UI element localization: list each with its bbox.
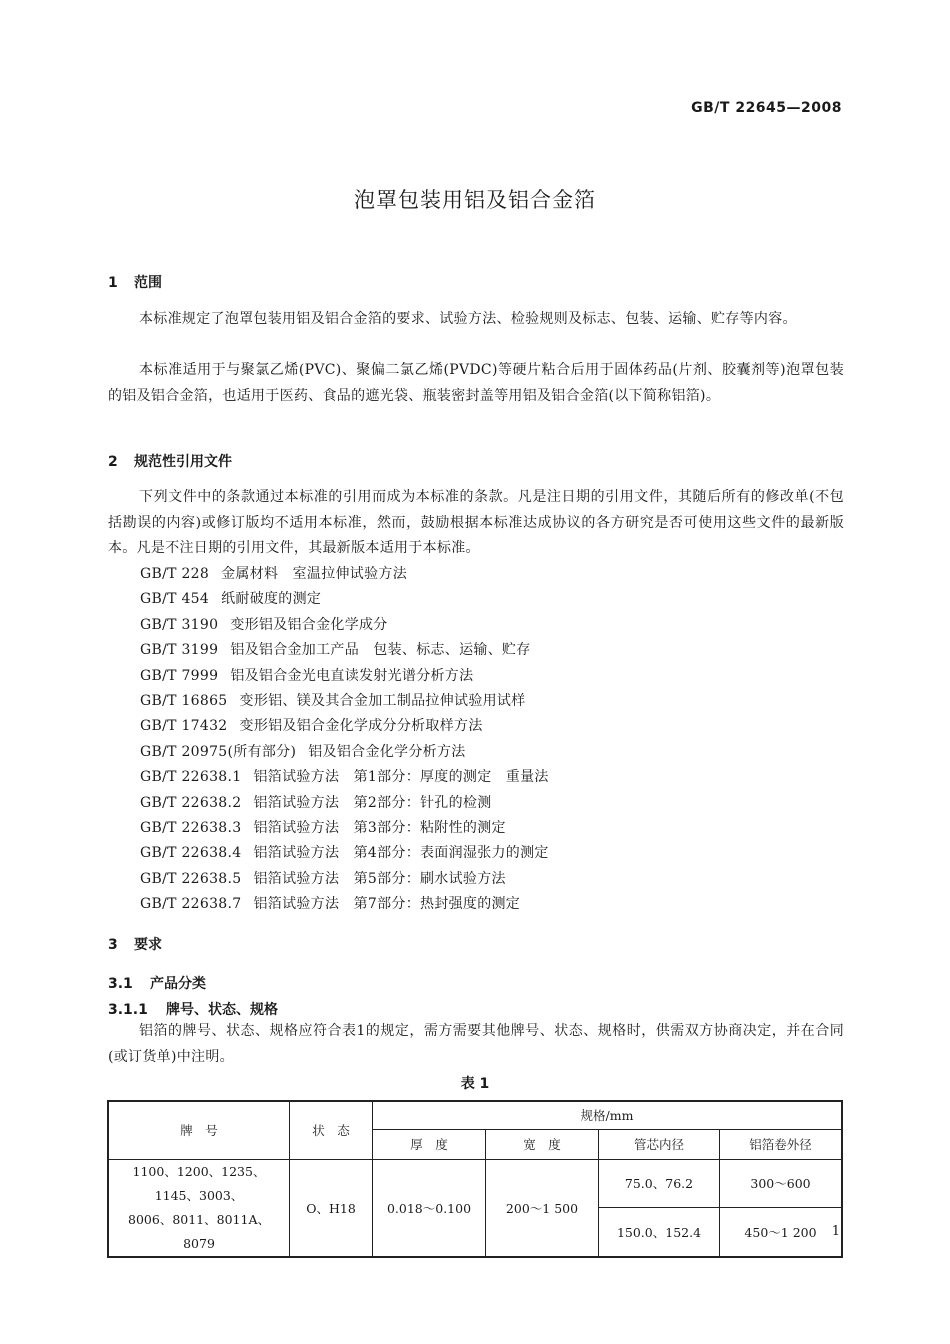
reference-code: GB/T 20975(所有部分) bbox=[140, 743, 297, 760]
header-thickness: 厚 度 bbox=[373, 1129, 486, 1159]
reference-item bbox=[140, 562, 549, 587]
section-3-1-1-heading bbox=[108, 999, 278, 1019]
table-1-caption: 表 1 bbox=[460, 1076, 490, 1092]
header-temper: 状 态 bbox=[290, 1101, 373, 1159]
reference-code: GB/T 17432 bbox=[140, 718, 228, 735]
reference-item bbox=[140, 765, 549, 790]
reference-item bbox=[140, 714, 549, 739]
section-3-1-heading bbox=[108, 973, 206, 993]
header-width: 宽 度 bbox=[486, 1129, 599, 1159]
reference-item bbox=[140, 841, 549, 866]
reference-title: 铝箔试验方法 第5部分：刷水试验方法 bbox=[253, 870, 506, 887]
cell-width: 200～1 500 bbox=[486, 1159, 599, 1257]
reference-item bbox=[140, 740, 549, 765]
section-3-1-1-paragraph: 铝箔的牌号、状态、规格应符合表1的规定，需方需要其他牌号、状态、规格时，供需双方协商决定，并在合同(或订货单)中注明。 bbox=[108, 1023, 844, 1065]
reference-item bbox=[140, 689, 549, 714]
reference-title: 铝箔试验方法 第1部分：厚度的测定 重量法 bbox=[253, 769, 549, 786]
reference-code: GB/T 22638.3 bbox=[140, 819, 242, 836]
cell-core-id-1: 75.0、76.2 bbox=[599, 1159, 720, 1208]
reference-code: GB/T 3199 bbox=[140, 642, 219, 659]
section-2-number: 2 bbox=[108, 454, 118, 470]
reference-title: 铝及铝合金加工产品 包装、标志、运输、贮存 bbox=[230, 642, 531, 659]
reference-title: 金属材料 室温拉伸试验方法 bbox=[221, 566, 408, 582]
cell-grade-line-1: 1100、1200、1235、1145、3003、 bbox=[132, 1163, 266, 1203]
table-1 bbox=[107, 1100, 843, 1258]
reference-code: GB/T 7999 bbox=[140, 667, 219, 684]
section-1-number: 1 bbox=[108, 275, 118, 291]
section-3-number: 3 bbox=[108, 937, 118, 953]
reference-title: 变形铝及铝合金化学成分分析取样方法 bbox=[239, 718, 483, 735]
header-grade: 牌 号 bbox=[108, 1101, 290, 1159]
section-3-1-title: 产品分类 bbox=[150, 976, 206, 992]
reference-title: 铝及铝合金光电直读发射光谱分析方法 bbox=[230, 667, 474, 684]
section-2-paragraph: 下列文件中的条款通过本标准的引用而成为本标准的条款。凡是注日期的引用文件，其随后所有的修改单(不包括勘误的内容)或修订版均不适用本标准，然而，鼓励根据本标准达成协议的各方研究是否可使用这些文件的最新版本。凡是不注日期的引用文件，其最新版本适用于本标准。 bbox=[108, 489, 844, 556]
document-title: 泡罩包装用铝及铝合金箔 bbox=[354, 188, 596, 212]
section-2-title: 规范性引用文件 bbox=[134, 454, 232, 470]
cell-coil-od-2: 450～1 200 bbox=[720, 1208, 843, 1257]
reference-item bbox=[140, 892, 549, 917]
cell-thickness: 0.018～0.100 bbox=[373, 1159, 486, 1257]
section-2-heading bbox=[108, 451, 232, 471]
section-1-paragraph-1: 本标准规定了泡罩包装用铝及铝合金箔的要求、试验方法、检验规则及标志、包装、运输、贮存等内容。 bbox=[139, 311, 797, 327]
header-spec-group: 规格/mm bbox=[373, 1101, 843, 1129]
reference-item bbox=[140, 587, 549, 612]
section-3-1-1-title: 牌号、状态、规格 bbox=[166, 1002, 278, 1018]
reference-code: GB/T 3190 bbox=[140, 616, 219, 633]
reference-code: GB/T 228 bbox=[140, 566, 210, 582]
section-3-1-number: 3.1 bbox=[108, 976, 133, 992]
page-number: 1 bbox=[831, 1224, 840, 1239]
reference-code: GB/T 22638.1 bbox=[140, 769, 242, 786]
reference-item bbox=[140, 613, 549, 638]
reference-item bbox=[140, 638, 549, 663]
reference-code: GB/T 22638.2 bbox=[140, 794, 242, 811]
reference-title: 变形铝、镁及其合金加工制品拉伸试验用试样 bbox=[239, 692, 526, 709]
reference-title: 铝箔试验方法 第7部分：热封强度的测定 bbox=[253, 896, 521, 913]
reference-item bbox=[140, 791, 549, 816]
reference-code: GB/T 454 bbox=[140, 591, 210, 608]
header-core-id: 管芯内径 bbox=[599, 1129, 720, 1159]
section-1-heading bbox=[108, 272, 162, 292]
reference-title: 变形铝及铝合金化学成分 bbox=[230, 616, 388, 633]
reference-code: GB/T 16865 bbox=[140, 692, 228, 709]
section-3-1-1-number: 3.1.1 bbox=[108, 1002, 148, 1018]
reference-item bbox=[140, 816, 549, 841]
reference-code: GB/T 22638.7 bbox=[140, 896, 242, 913]
cell-grade bbox=[108, 1159, 290, 1257]
section-3-title: 要求 bbox=[134, 937, 162, 953]
reference-code: GB/T 22638.5 bbox=[140, 870, 242, 887]
reference-list bbox=[140, 562, 549, 917]
standard-code: GB/T 22645—2008 bbox=[691, 100, 842, 116]
section-1-paragraph-2: 本标准适用于与聚氯乙烯(PVC)、聚偏二氯乙烯(PVDC)等硬片粘合后用于固体药品(片剂、胶囊剂等)泡罩包装的铝及铝合金箔，也适用于医药、食品的遮光袋、瓶装密封盖等用铝及铝合金箔(以下简称铝箔)。 bbox=[108, 362, 844, 404]
cell-coil-od-1: 300～600 bbox=[720, 1159, 843, 1208]
header-coil-od: 铝箔卷外径 bbox=[720, 1129, 843, 1159]
section-1-title: 范围 bbox=[134, 275, 162, 291]
reference-item bbox=[140, 867, 549, 892]
section-3-heading bbox=[108, 934, 162, 954]
reference-title: 纸耐破度的测定 bbox=[221, 591, 322, 608]
cell-grade-line-2: 8006、8011、8011A、8079 bbox=[128, 1211, 270, 1251]
cell-temper: O、H18 bbox=[290, 1159, 373, 1257]
reference-title: 铝箔试验方法 第3部分：粘附性的测定 bbox=[253, 819, 506, 836]
reference-title: 铝及铝合金化学分析方法 bbox=[308, 743, 466, 760]
reference-item bbox=[140, 664, 549, 689]
reference-code: GB/T 22638.4 bbox=[140, 845, 242, 862]
cell-core-id-2: 150.0、152.4 bbox=[599, 1208, 720, 1257]
reference-title: 铝箔试验方法 第2部分：针孔的检测 bbox=[253, 794, 492, 811]
reference-title: 铝箔试验方法 第4部分：表面润湿张力的测定 bbox=[253, 845, 549, 862]
